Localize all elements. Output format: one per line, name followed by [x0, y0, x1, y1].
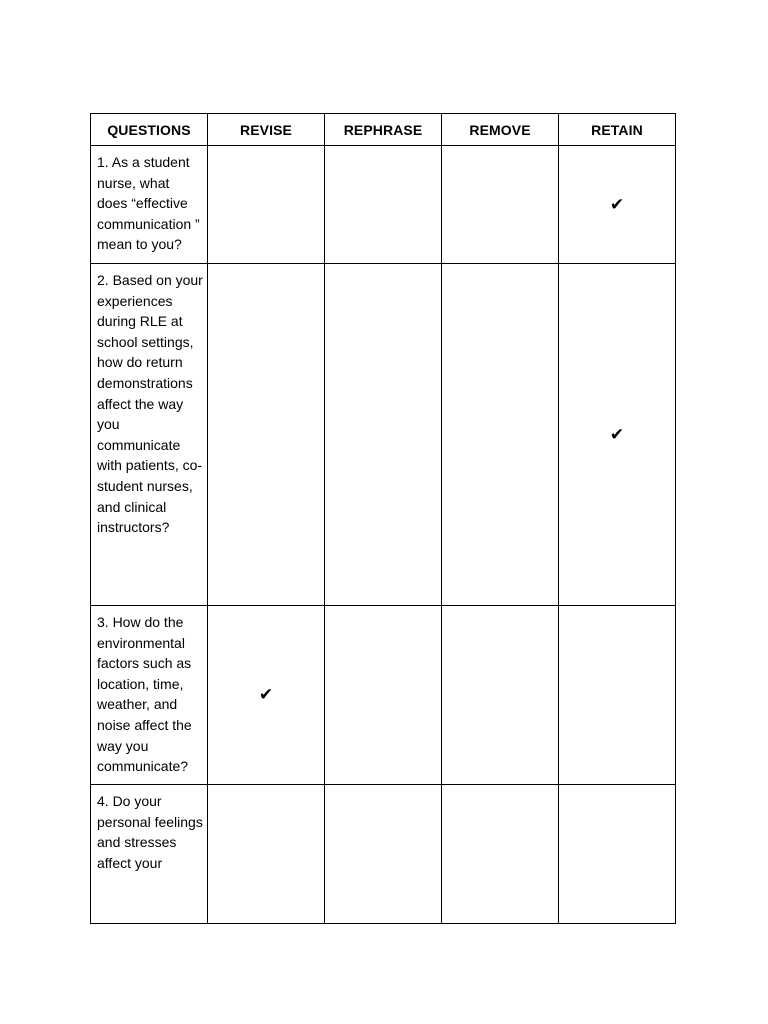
header-rephrase: REPHRASE — [325, 114, 442, 146]
header-retain: RETAIN — [559, 114, 676, 146]
revise-cell — [208, 146, 325, 264]
header-revise: REVISE — [208, 114, 325, 146]
remove-cell — [442, 146, 559, 264]
table-row — [91, 264, 676, 606]
question-text: 2. Based on your experiences during RLE at school settings, how do return demonstrations affect the way you communicate with patients, co-student nurses, and clinical instructors? — [91, 264, 208, 606]
remove-cell — [442, 606, 559, 785]
retain-cell — [559, 606, 676, 785]
question-evaluation-table — [90, 113, 676, 924]
header-remove: REMOVE — [442, 114, 559, 146]
retain-cell: ✔ — [559, 264, 676, 606]
revise-cell — [208, 785, 325, 924]
question-text: 1. As a student nurse, what does “effective communication ” mean to you? — [91, 146, 208, 264]
header-questions: QUESTIONS — [91, 114, 208, 146]
retain-cell — [559, 785, 676, 924]
rephrase-cell — [325, 785, 442, 924]
rephrase-cell — [325, 264, 442, 606]
table-row — [91, 785, 676, 924]
table-row — [91, 606, 676, 785]
table-header-row — [91, 114, 676, 146]
rephrase-cell — [325, 146, 442, 264]
table-row — [91, 146, 676, 264]
remove-cell — [442, 264, 559, 606]
question-text: 4. Do your personal feelings and stresses affect your — [91, 785, 208, 924]
revise-cell: ✔ — [208, 606, 325, 785]
revise-cell — [208, 264, 325, 606]
remove-cell — [442, 785, 559, 924]
rephrase-cell — [325, 606, 442, 785]
retain-cell: ✔ — [559, 146, 676, 264]
question-text: 3. How do the environmental factors such as location, time, weather, and noise affect the way you communicate? — [91, 606, 208, 785]
